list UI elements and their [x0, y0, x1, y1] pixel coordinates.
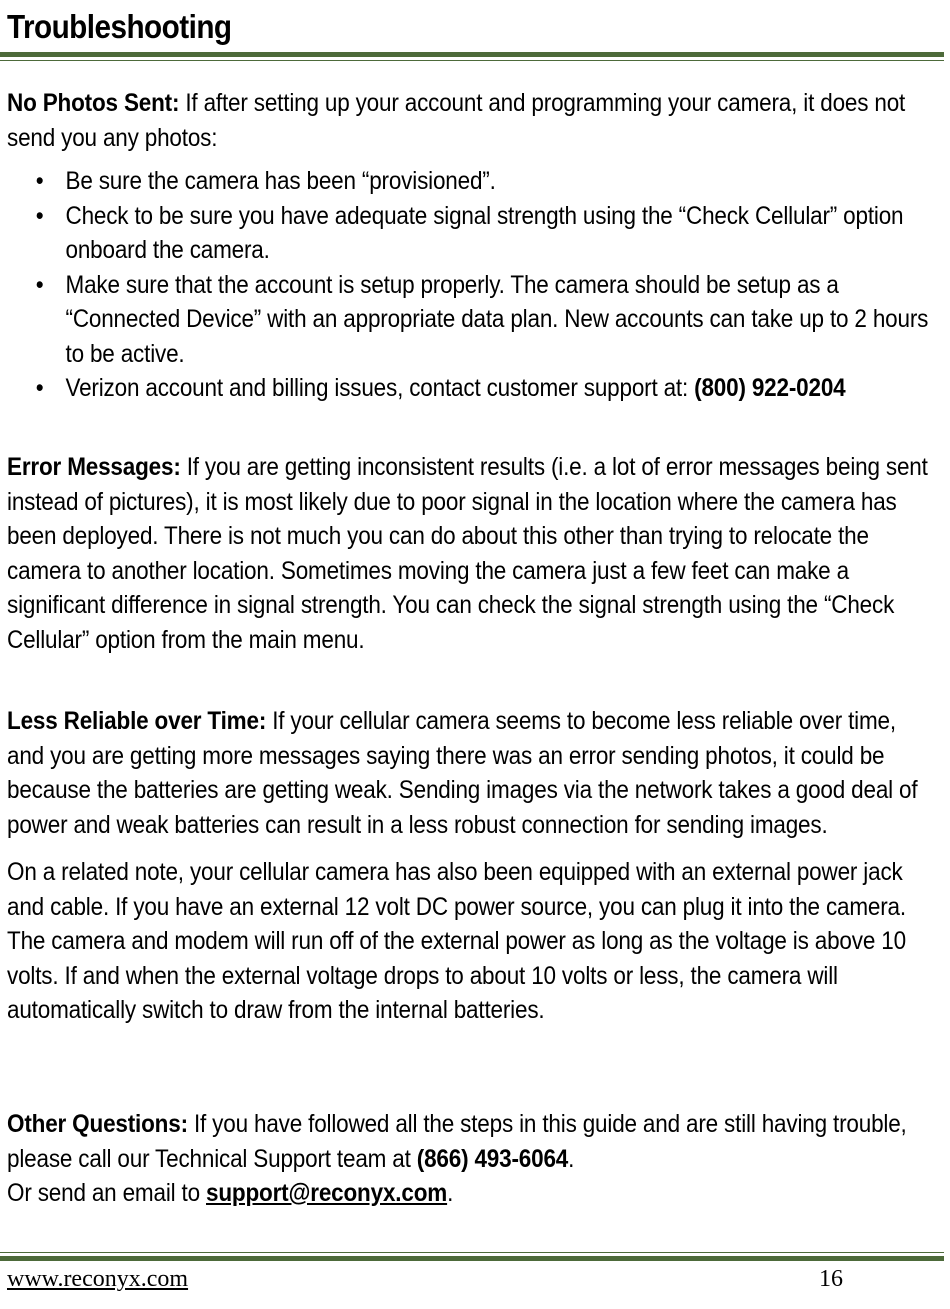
- section-no-photos-sent: [7, 86, 934, 406]
- no-photos-bullet-list: [7, 164, 934, 406]
- verizon-phone: (800) 922-0204: [694, 374, 846, 402]
- other-questions-paragraph: [7, 1107, 934, 1211]
- no-photos-paragraph: [7, 86, 934, 155]
- error-messages-paragraph: [7, 450, 934, 657]
- bullet-text: Make sure that the account is setup properly. The camera should be setup as a “Connected Device” with an appropriate data plan. New accounts can take up to 2 hours to be active.: [65, 270, 929, 368]
- bullet-icon: •: [35, 201, 44, 230]
- error-messages-text: If you are getting inconsistent results (i.e. a lot of error messages being sent instead of pictures), it is most likely due to poor signal in the location where the camera has been deployed. There is not much you can do about this other than trying to relocate the camera to another location. Sometimes moving the camera just a few feet can make a significant difference in signal strength. You can check the signal strength using the “Check Cellular” option from the main menu.: [7, 453, 928, 654]
- header-rule-thin: [0, 60, 944, 61]
- verizon-text: Verizon account and billing issues, contact customer support at:: [65, 374, 695, 402]
- support-phone: (866) 493-6064: [416, 1144, 569, 1173]
- page-title: Troubleshooting: [7, 8, 232, 45]
- section-error-messages: [7, 450, 934, 657]
- support-phone-end: .: [568, 1144, 575, 1173]
- footer-rule-thick: [0, 1256, 944, 1261]
- bullet-icon: •: [35, 270, 44, 299]
- bullet-text: Be sure the camera has been “provisioned”.: [65, 167, 496, 195]
- list-item: [7, 164, 934, 199]
- list-item: [7, 268, 934, 372]
- less-reliable-text: If your cellular camera seems to become less reliable over time, and you are getting more messages saying there was an error sending photos, it could be because the batteries are getting weak. Sending images via the network takes a good deal of power and weak batteries can result in a less robust connection for sending images.: [7, 707, 918, 839]
- bullet-text: Check to be sure you have adequate signal strength using the “Check Cellular” option onboard the camera.: [65, 201, 904, 264]
- less-reliable-heading: Less Reliable over Time:: [7, 707, 267, 735]
- less-reliable-paragraph: [7, 704, 934, 842]
- section-less-reliable: [7, 704, 934, 1028]
- list-item: [7, 199, 934, 268]
- other-questions-heading: Other Questions:: [7, 1110, 188, 1138]
- bullet-icon: •: [35, 374, 44, 402]
- footer-website-link[interactable]: www.reconyx.com: [7, 1266, 189, 1292]
- bullet-icon: •: [35, 167, 44, 195]
- support-email-link[interactable]: support@reconyx.com: [206, 1179, 448, 1207]
- page-number: 16: [819, 1266, 843, 1292]
- no-photos-text: If after setting up your account and programming your camera, it does not send you any photos:: [7, 89, 906, 152]
- list-item: [7, 371, 934, 406]
- email-prefix: Or send an email to: [7, 1179, 207, 1207]
- error-messages-heading: Error Messages:: [7, 453, 181, 481]
- footer-rule-thin: [0, 1252, 944, 1253]
- email-end: .: [447, 1179, 454, 1207]
- other-questions-text: If you have followed all the steps in this guide and are still having trouble, please call our Technical Support team at: [7, 1110, 907, 1173]
- related-note-paragraph: On a related note, your cellular camera has also been equipped with an external power jack and cable. If you have an external 12 volt DC power source, you can plug it into the camera. The camera and modem will run off of the external power as long as the voltage is above 10 volts. If and when the external voltage drops to about 10 volts or less, the camera will automatically switch to draw from the internal batteries.: [7, 858, 906, 1024]
- no-photos-heading: No Photos Sent:: [7, 89, 180, 117]
- header-rule-thick: [0, 52, 944, 57]
- section-other-questions: [7, 1107, 934, 1211]
